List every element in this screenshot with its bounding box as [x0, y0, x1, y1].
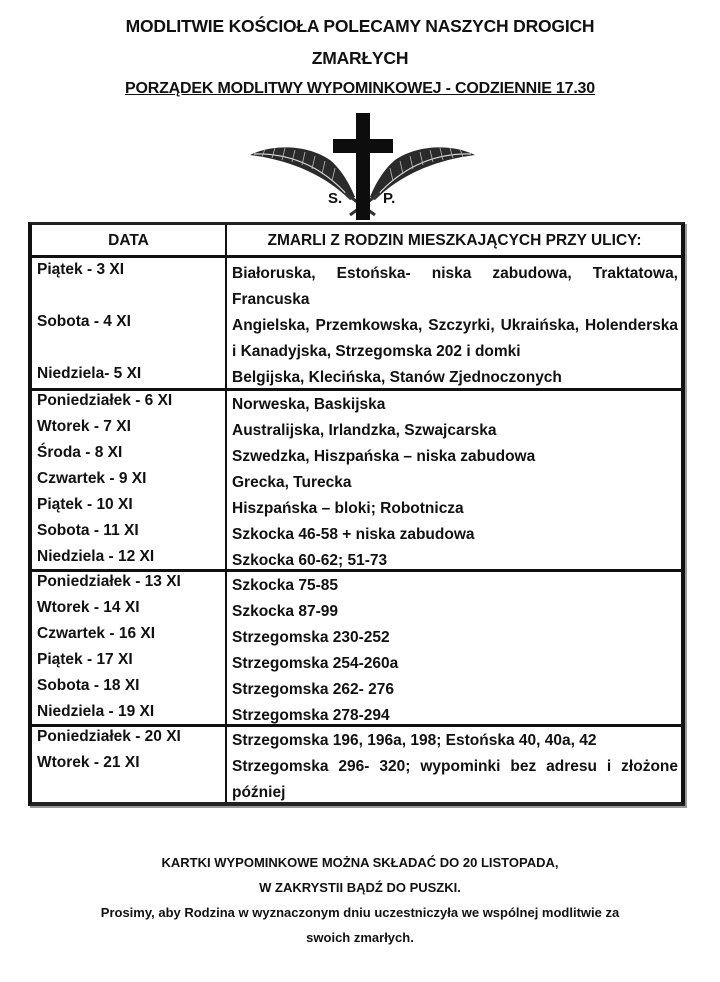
row-streets: Strzegomska 278-294: [232, 707, 390, 724]
row-streets: Australijska, Irlandzka, Szwajcarska: [232, 422, 497, 439]
row-streets: Szkocka 46-58 + niska zabudowa: [232, 526, 475, 543]
row-date: Poniedziałek - 6 XI: [37, 392, 173, 409]
row-streets: Strzegomska 230-252: [232, 629, 390, 646]
row-date: Sobota - 18 XI: [37, 677, 140, 694]
header-divider: [32, 255, 681, 258]
row-date: Piątek - 3 XI: [37, 261, 125, 278]
row-date: Niedziela - 12 XI: [37, 548, 155, 565]
group-divider: [32, 388, 681, 391]
cross-with-palm-branches-icon: [250, 105, 475, 220]
row-date: Sobota - 4 XI: [37, 313, 131, 330]
row-streets: Szkocka 60-62; 51-73: [232, 552, 388, 569]
row-streets: Angielska, Przemkowska, Szczyrki, Ukraińska, Holenderska i Kanadyjska, Strzegomska 202 i domki: [232, 317, 678, 360]
row-date: Piątek - 10 XI: [37, 496, 133, 513]
schedule-table: [28, 222, 685, 806]
column-header-streets: ZMARLI Z RODZIN MIESZKAJĄCYCH PRZY ULICY:: [267, 232, 642, 249]
group-divider: [32, 569, 681, 572]
footer-request-line2: swoich zmarłych.: [306, 930, 414, 945]
row-date: Poniedziałek - 20 XI: [37, 728, 181, 745]
row-streets: Strzegomska 296- 320; wypominki bez adresu i złożone później: [232, 758, 678, 801]
footer-request-line1: Prosimy, aby Rodzina w wyznaczonym dniu uczestniczyła we wspólnej modlitwie za: [100, 905, 620, 920]
row-date: Czwartek - 16 XI: [37, 625, 156, 642]
footer-notice-line2: W ZAKRYSTII BĄDŹ DO PUSZKI.: [259, 880, 461, 895]
row-streets: Hiszpańska – bloki; Robotnicza: [232, 500, 464, 517]
row-date: Wtorek - 7 XI: [37, 418, 131, 435]
row-date: Niedziela- 5 XI: [37, 365, 142, 382]
row-streets: Grecka, Turecka: [232, 474, 352, 491]
emblem-letters-right: P.: [383, 190, 396, 207]
row-date: Czwartek - 9 XI: [37, 470, 147, 487]
row-streets: Szkocka 87-99: [232, 603, 338, 620]
row-date: Niedziela - 19 XI: [37, 703, 155, 720]
column-divider: [225, 225, 227, 802]
row-streets: Strzegomska 262- 276: [232, 681, 394, 698]
row-date: Wtorek - 14 XI: [37, 599, 140, 616]
page-subtitle: PORZĄDEK MODLITWY WYPOMINKOWEJ - CODZIENNIE 17.30: [125, 80, 595, 97]
row-streets: Szkocka 75-85: [232, 577, 338, 594]
row-date: Piątek - 17 XI: [37, 651, 133, 668]
row-date: Wtorek - 21 XI: [37, 754, 140, 771]
row-date: Środa - 8 XI: [37, 444, 123, 461]
row-date: Sobota - 11 XI: [37, 522, 139, 539]
emblem-letters-left: S.: [328, 190, 343, 207]
footer-notice-line1: KARTKI WYPOMINKOWE MOŻNA SKŁADAĆ DO 20 LISTOPADA,: [161, 855, 559, 870]
row-streets: Strzegomska 254-260a: [232, 655, 399, 672]
group-divider: [32, 724, 681, 727]
row-streets: Belgijska, Klecińska, Stanów Zjednoczonych: [232, 369, 562, 386]
row-streets: Norweska, Baskijska: [232, 396, 386, 413]
row-date: Poniedziałek - 13 XI: [37, 573, 181, 590]
page-title-line1: MODLITWIE KOŚCIOŁA POLECAMY NASZYCH DROGICH: [125, 16, 595, 36]
column-header-date: DATA: [108, 232, 149, 249]
row-streets: Białoruska, Estońska- niska zabudowa, Traktatowa, Francuska: [232, 265, 678, 308]
row-streets: Szwedzka, Hiszpańska – niska zabudowa: [232, 448, 536, 465]
page-title-line2: ZMARŁYCH: [311, 48, 409, 68]
row-streets: Strzegomska 196, 196a, 198; Estońska 40, 40a, 42: [232, 732, 597, 749]
